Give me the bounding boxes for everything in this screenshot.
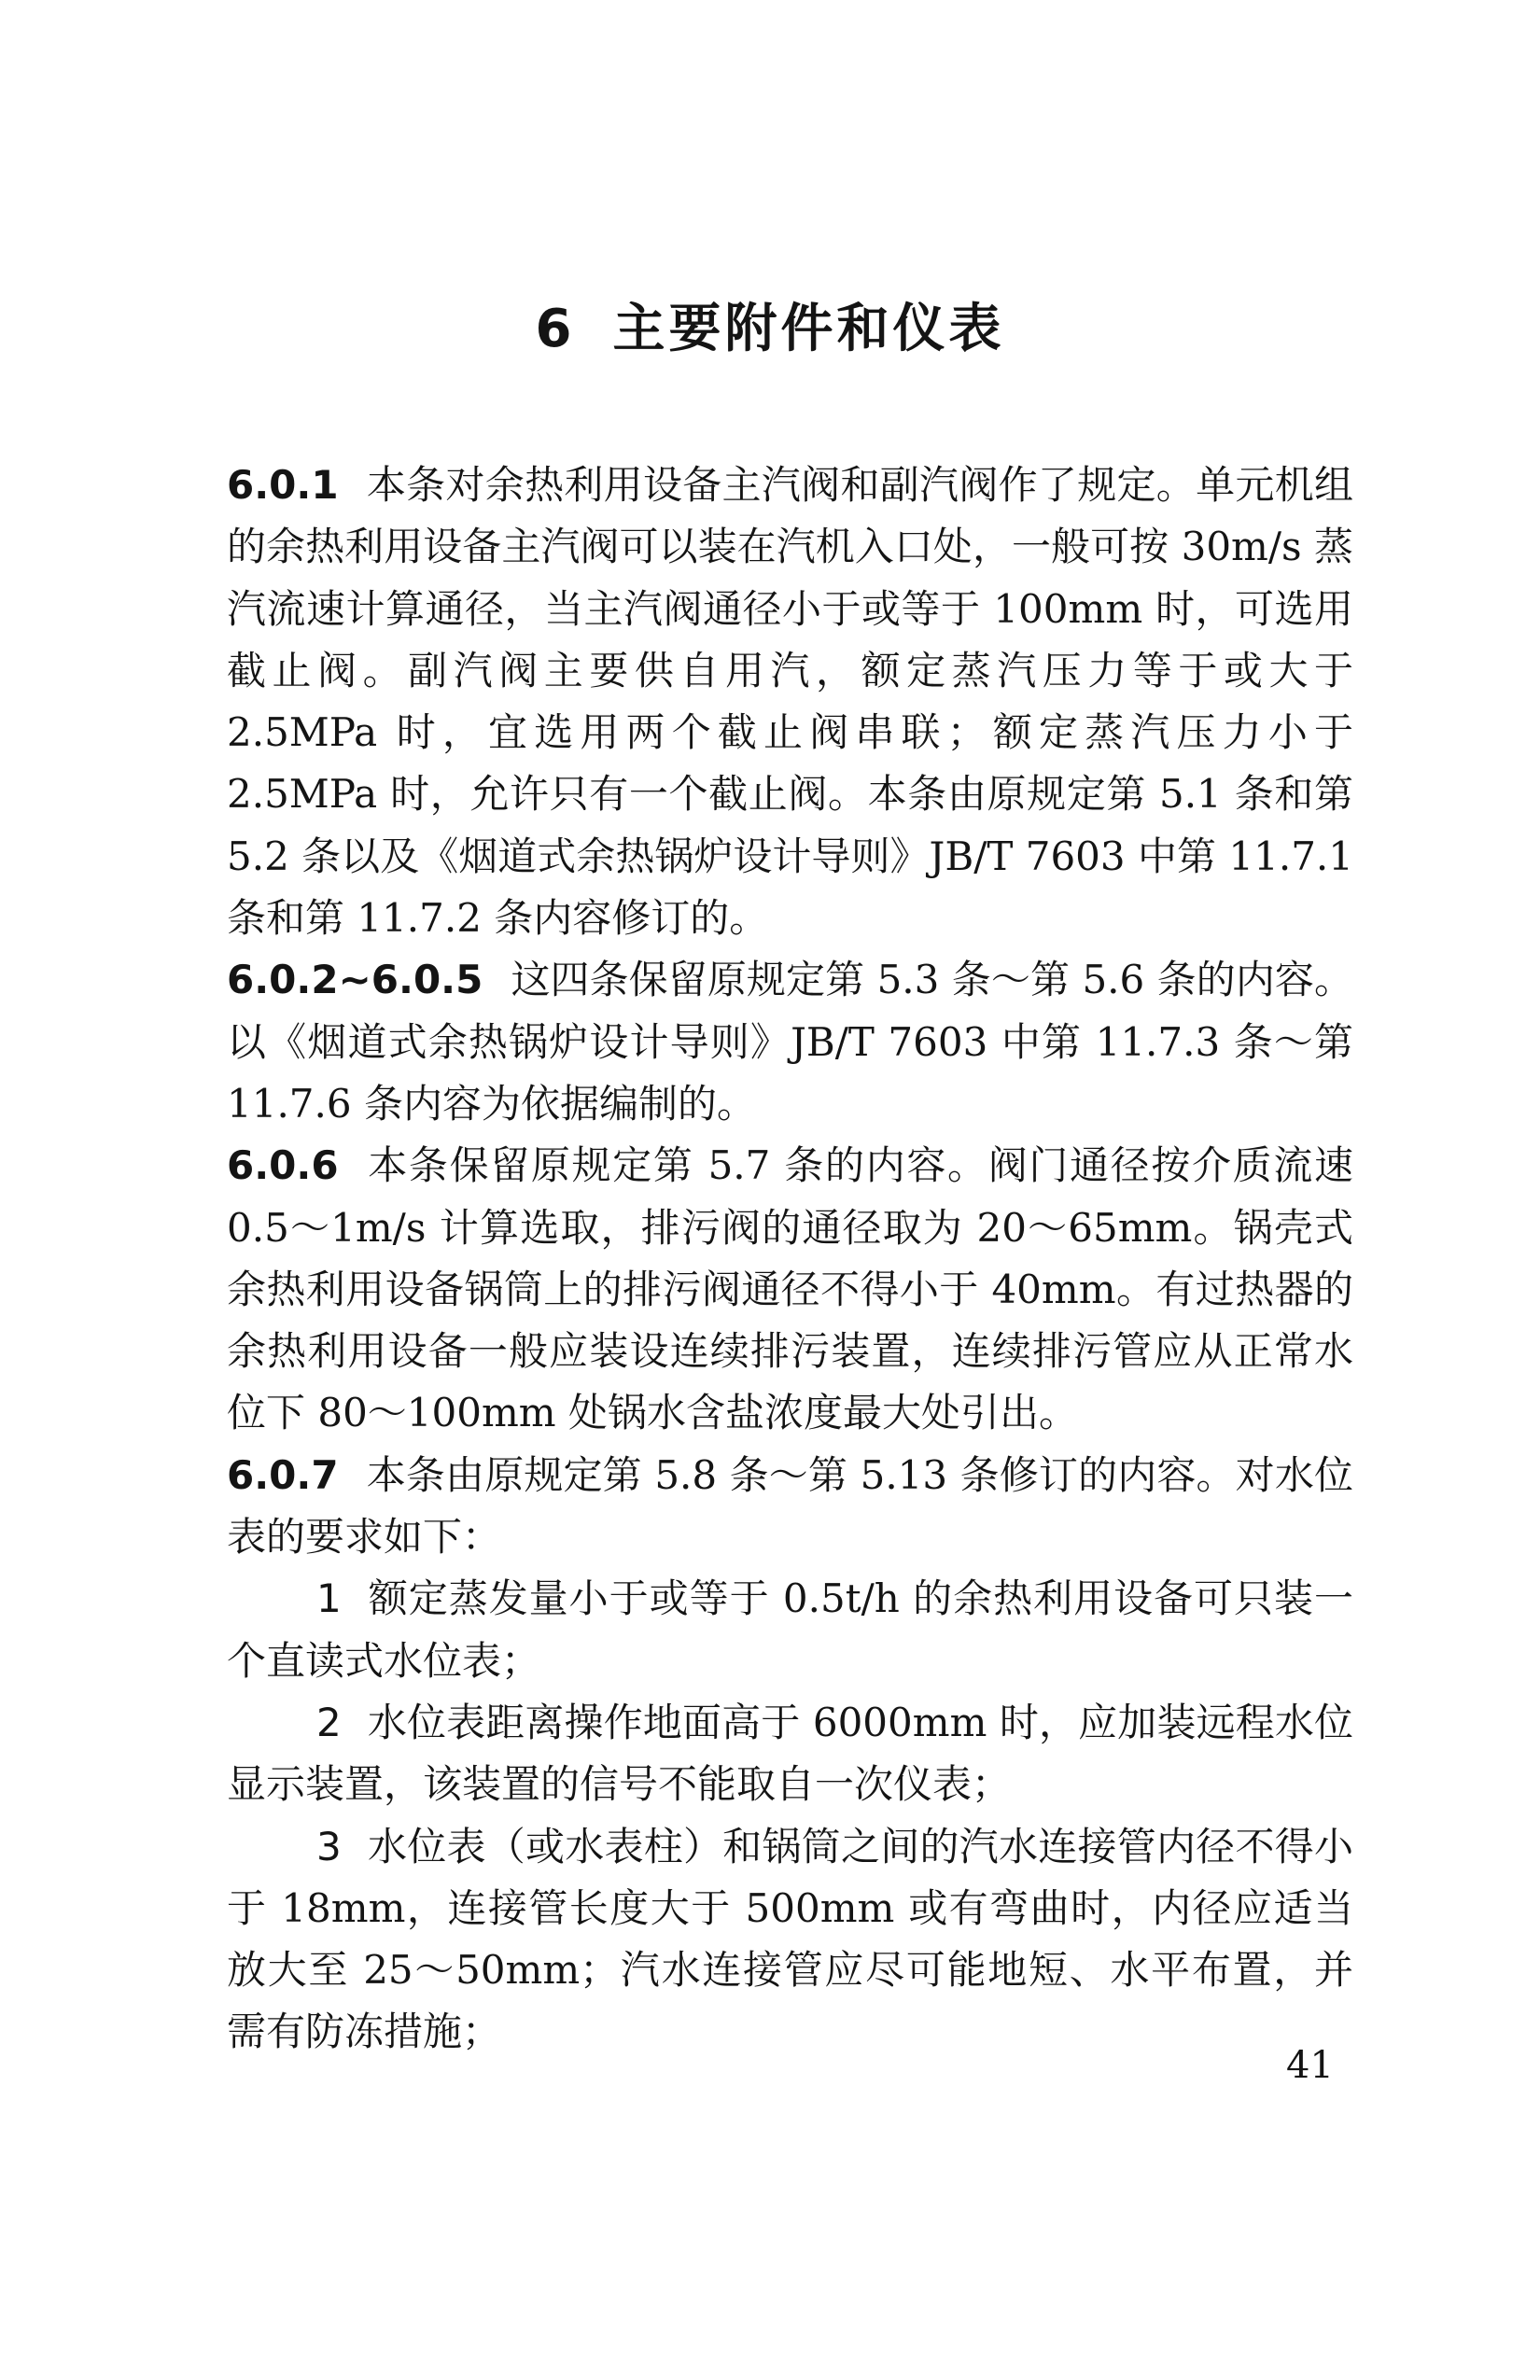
page-number: 41	[1286, 2044, 1334, 2087]
clause-number: 6.0.2~6.0.5	[227, 957, 483, 1003]
clause-text: 本条对余热利用设备主汽阀和副汽阀作了规定。单元机组的余热利用设备主汽阀可以装在汽机入口处，一般可按 30m/s 蒸汽流速计算通径，当主汽阀通径小于或等于 100mm 时，可选用截止阀。副汽阀主要供自用汽，额定蒸汽压力等于或大于 2.5MPa 时，宜选用两个截止阀串联；额定蒸汽压力小于 2.5MPa 时，允许只有一个截止阀。本条由原规定第 5.1 条和第 5.2 条以及《烟道式余热锅炉设计导则》JB/T 7603 中第 11.7.1 条和第 11.7.2 条内容修订的。	[227, 462, 1353, 942]
clause-number: 6.0.7	[227, 1451, 339, 1498]
list-item	[227, 1568, 1353, 1692]
chapter-title	[0, 287, 1540, 362]
clause-paragraph	[227, 1445, 1353, 1569]
list-item	[227, 1816, 1353, 2064]
list-item-text: 额定蒸发量小于或等于 0.5t/h 的余热利用设备可只装一个直读式水位表；	[227, 1575, 1353, 1684]
clause-number: 6.0.6	[227, 1142, 339, 1189]
list-item-number: 1	[316, 1575, 342, 1622]
list-item-text: 水位表距离操作地面高于 6000mm 时，应加装远程水位显示装置，该装置的信号不能取自一次仪表；	[227, 1699, 1353, 1808]
body-text	[227, 455, 1353, 2064]
chapter-number: 6	[535, 299, 576, 359]
chapter-title-text: 主要附件和仪表	[612, 299, 1005, 359]
clause-text: 本条由原规定第 5.8 条～第 5.13 条修订的内容。对水位表的要求如下：	[227, 1451, 1353, 1561]
clause-paragraph	[227, 1135, 1353, 1444]
list-item-number: 2	[316, 1699, 342, 1745]
clause-paragraph	[227, 949, 1353, 1135]
clause-text: 这四条保留原规定第 5.3 条～第 5.6 条的内容。以《烟道式余热锅炉设计导则》JB/T 7603 中第 11.7.3 条～第 11.7.6 条内容为依据编制的。	[227, 957, 1353, 1127]
list-item	[227, 1692, 1353, 1816]
clause-number: 6.0.1	[227, 462, 339, 508]
list-item-text: 水位表（或水表柱）和锅筒之间的汽水连接管内径不得小于 18mm，连接管长度大于 500mm 或有弯曲时，内径应适当放大至 25～50mm；汽水连接管应尽可能地短、水平布置，并需有防冻措施；	[227, 1823, 1353, 2055]
clause-paragraph	[227, 455, 1353, 949]
list-item-number: 3	[316, 1823, 342, 1869]
clause-text: 本条保留原规定第 5.7 条的内容。阀门通径按介质流速 0.5～1m/s 计算选取，排污阀的通径取为 20～65mm。锅壳式余热利用设备锅筒上的排污阀通径不得小于 40mm。有过热器的余热利用设备一般应装设连续排污装置，连续排污管应从正常水位下 80～100mm 处锅水含盐浓度最大处引出。	[227, 1142, 1353, 1436]
